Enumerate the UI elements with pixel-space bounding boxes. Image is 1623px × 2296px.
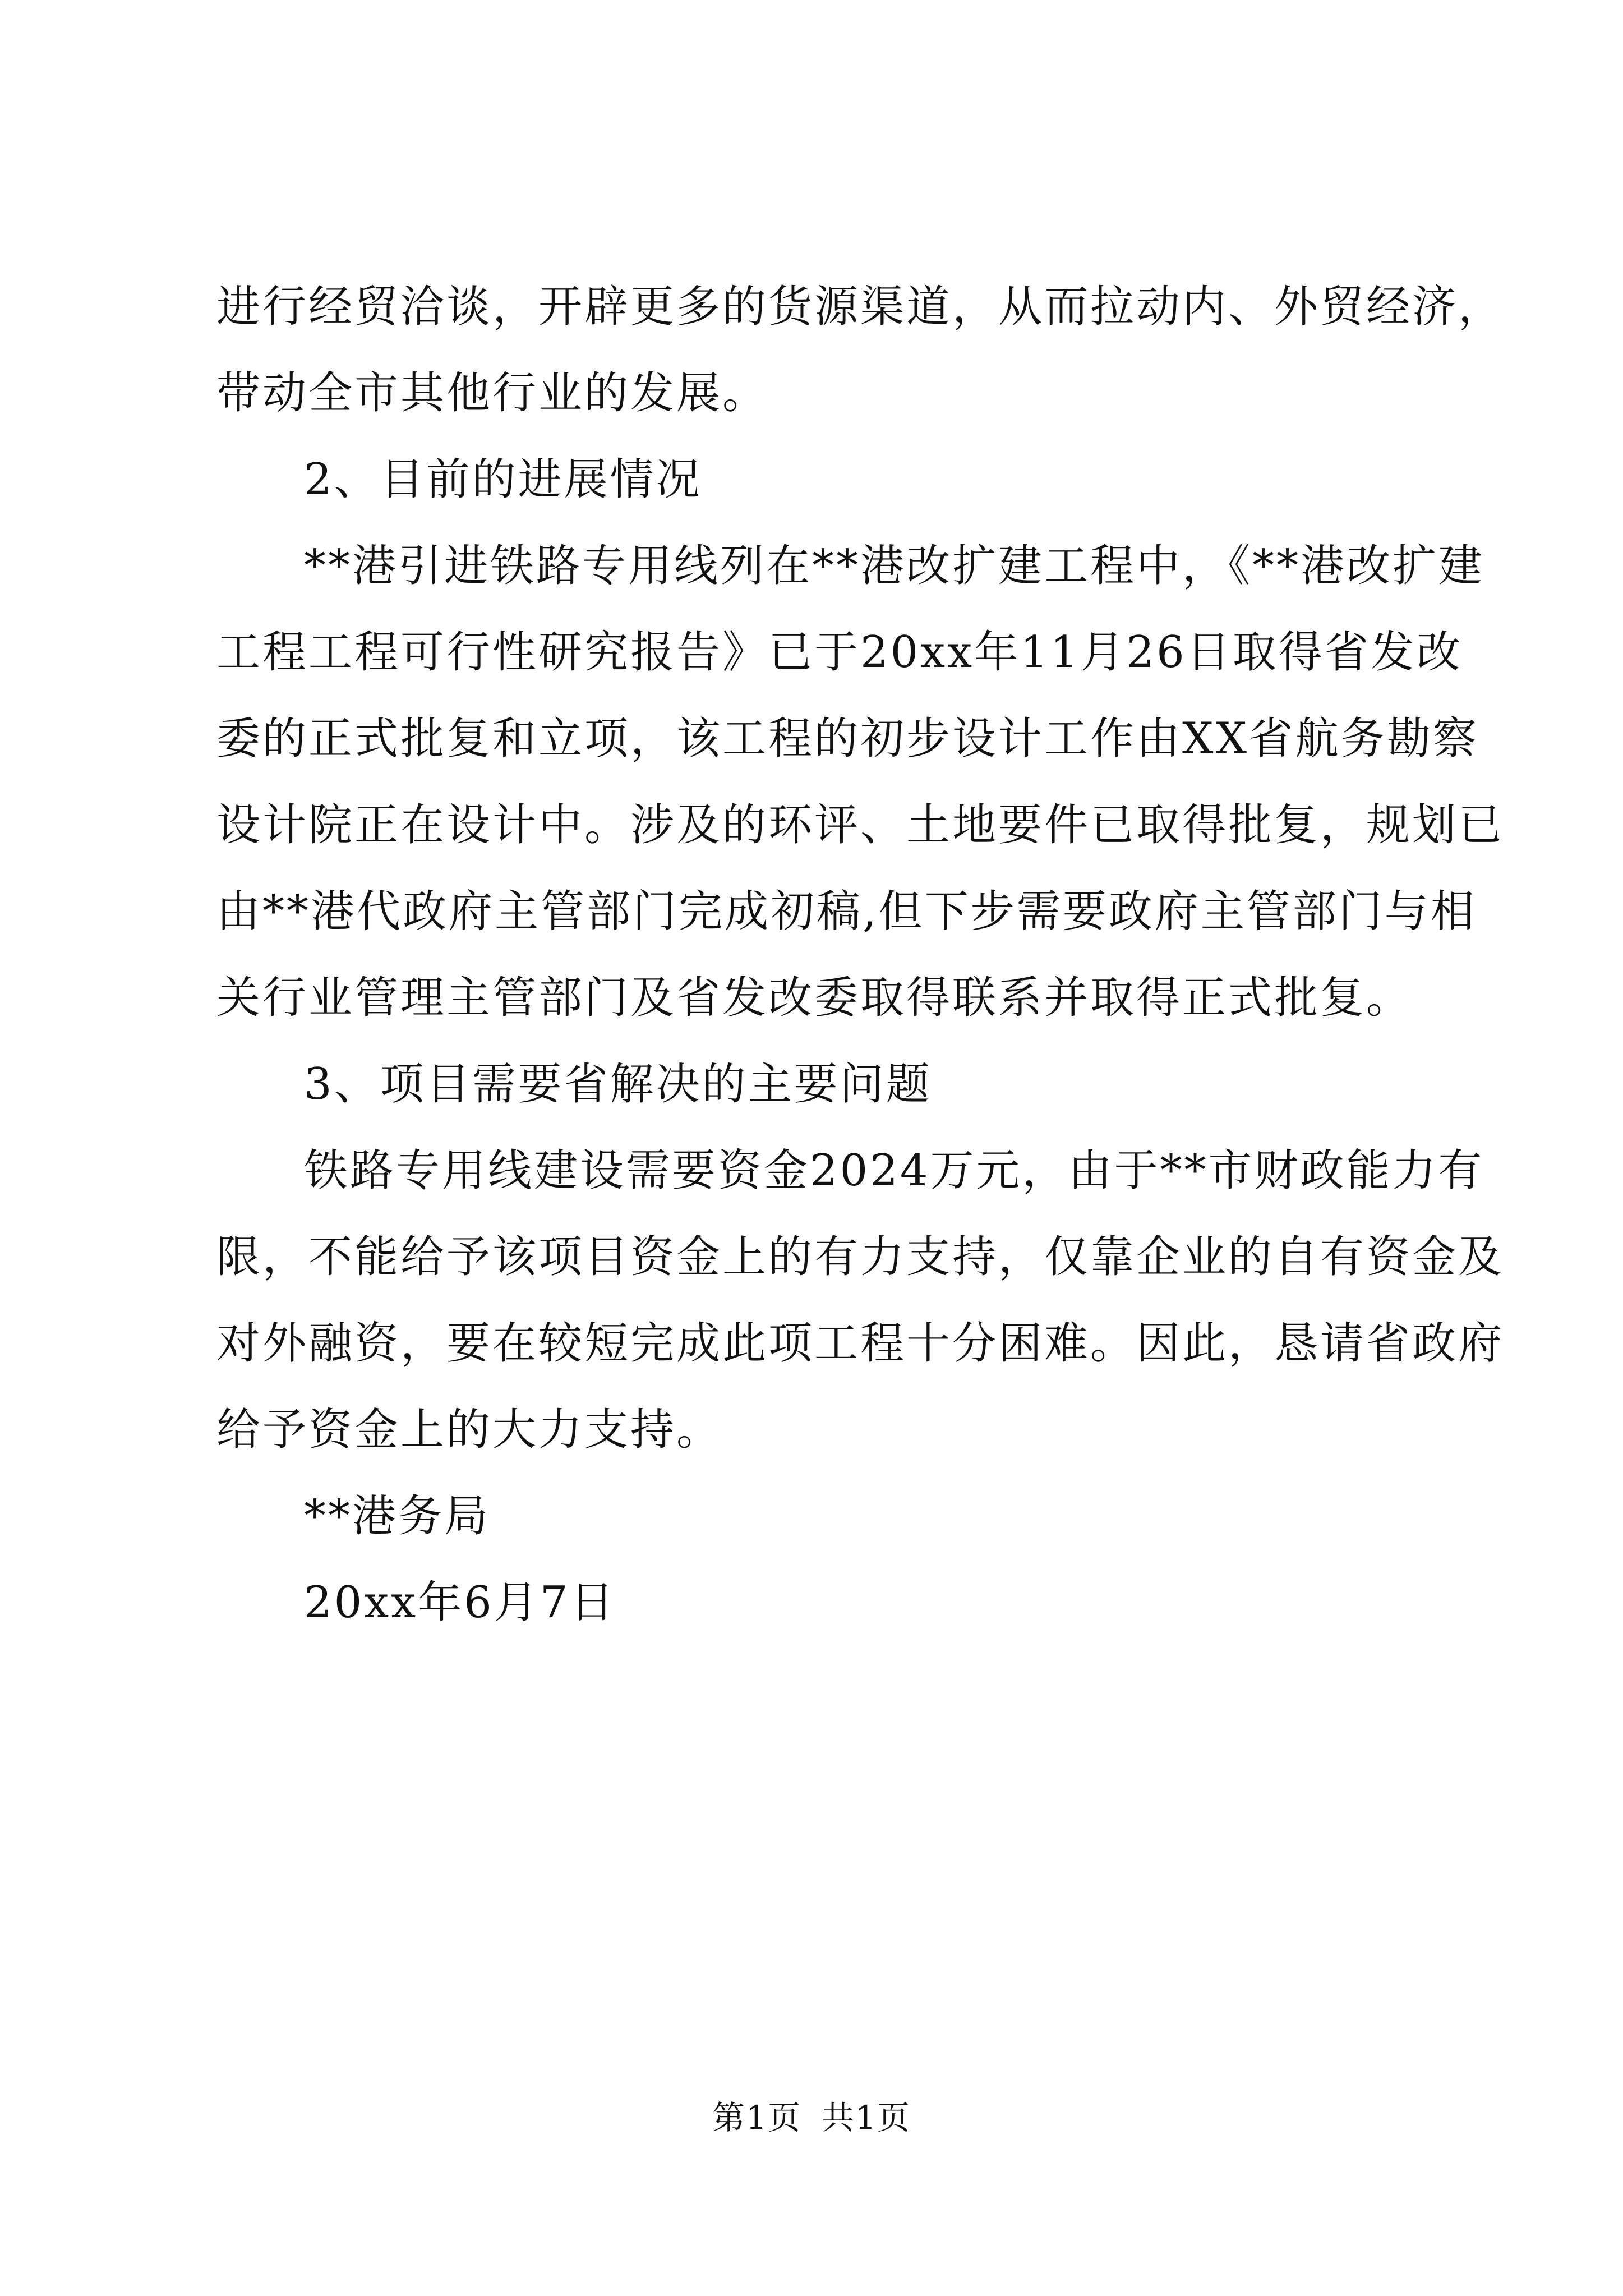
page-total: 共1页 <box>822 2099 911 2137</box>
paragraph-line: 带动全市其他行业的发展。 <box>216 368 769 418</box>
paragraph-line: **港引进铁路专用线列在**港改扩建工程中，《**港改扩建 <box>304 541 1485 591</box>
paragraph-line: 给予资金上的大力支持。 <box>216 1405 723 1455</box>
paragraph-line: 委的正式批复和立项，该工程的初步设计工作由XX省航务勘察 <box>216 714 1479 764</box>
paragraph-line: 铁路专用线建设需要资金2024万元，由于**市财政能力有 <box>304 1145 1484 1196</box>
paragraph-line: 设计院正在设计中。涉及的环评、土地要件已取得批复，规划已 <box>216 800 1505 850</box>
signature-date: 20xx年6月7日 <box>304 1577 616 1628</box>
paragraph-line: 关行业管理主管部门及省发改委取得联系并取得正式批复。 <box>216 973 1413 1023</box>
page-number: 第1页 <box>712 2099 801 2137</box>
paragraph-line: 进行经贸洽谈，开辟更多的货源渠道，从而拉动内、外贸经济， <box>216 282 1505 332</box>
document-body <box>216 264 1505 1646</box>
signature-organization: **港务局 <box>304 1491 491 1542</box>
paragraph-line: 对外融资，要在较短完成此项工程十分困难。因此，恳请省政府 <box>216 1318 1505 1369</box>
paragraph-line: 由**港代政府主管部门完成初稿,但下步需要政府主管部门与相 <box>216 886 1477 937</box>
section-heading: 2、目前的进展情况 <box>304 454 702 505</box>
paragraph-line: 限，不能给予该项目资金上的有力支持，仅靠企业的自有资金及 <box>216 1232 1505 1282</box>
paragraph-line: 工程工程可行性研究报告》已于20xx年11月26日取得省发改 <box>216 627 1463 678</box>
section-heading: 3、项目需要省解决的主要问题 <box>304 1059 932 1110</box>
page-footer <box>0 2095 1623 2140</box>
